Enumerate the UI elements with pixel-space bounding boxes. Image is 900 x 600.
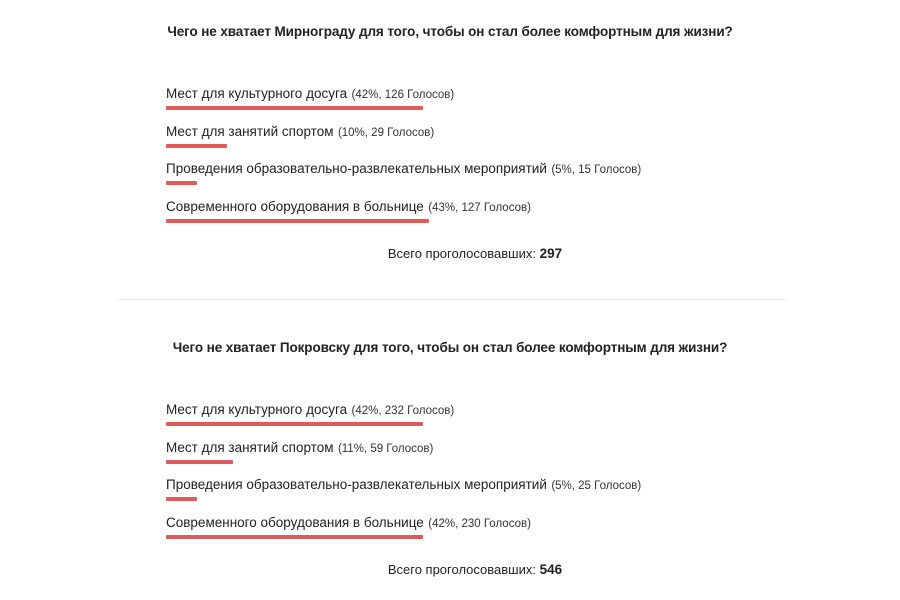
answer-stats: (10%, 29 Голосов) <box>337 126 435 139</box>
answer-stats: (11%, 59 Голосов) <box>337 442 434 455</box>
total-value: 546 <box>539 562 563 577</box>
answer-label: Мест для культурного досуга <box>166 86 348 101</box>
answer-bar <box>166 497 197 501</box>
answer-label: Проведения образовательно-развлекательных мероприятий <box>166 477 547 492</box>
poll-total <box>0 562 900 577</box>
answer-label: Современного оборудования в больнице <box>166 198 424 214</box>
poll-answers <box>166 401 786 551</box>
poll-question: Чего не хватает Мирнограду для того, чтобы он стал более комфортным для жизни? <box>167 24 733 39</box>
answer-bar <box>166 144 227 148</box>
answer-label: Современного оборудования в больнице <box>166 514 424 530</box>
poll-answer <box>166 401 786 439</box>
poll-total <box>0 246 900 261</box>
total-value: 297 <box>539 246 563 261</box>
answer-bar <box>166 181 197 185</box>
answer-bar <box>166 106 423 110</box>
answer-stats: (43%, 127 Голосов) <box>428 201 531 214</box>
poll-answer <box>166 476 786 514</box>
answer-stats: (42%, 232 Голосов) <box>351 405 455 417</box>
answer-stats: (5%, 15 Голосов) <box>551 164 642 176</box>
poll-answer <box>166 439 786 477</box>
poll-answer <box>166 198 786 236</box>
poll-answer <box>166 123 786 161</box>
answer-label: Мест для занятий спортом <box>166 439 334 455</box>
answer-stats: (5%, 25 Голосов) <box>551 480 642 492</box>
answer-bar <box>166 422 423 426</box>
poll-answers <box>166 85 786 235</box>
poll-answer <box>166 514 786 552</box>
answer-bar <box>166 219 429 223</box>
answer-label: Мест для культурного досуга <box>166 402 348 417</box>
answer-stats: (42%, 126 Голосов) <box>351 89 455 101</box>
answer-label: Мест для занятий спортом <box>166 123 334 139</box>
answer-bar <box>166 460 233 464</box>
answer-label: Проведения образовательно-развлекательных мероприятий <box>166 161 547 176</box>
answer-bar <box>166 535 423 539</box>
total-label: Всего проголосовавших: <box>387 246 536 261</box>
poll-answer <box>166 85 786 123</box>
answer-stats: (42%, 230 Голосов) <box>428 517 531 530</box>
poll-divider <box>118 299 786 300</box>
total-label: Всего проголосовавших: <box>387 562 536 577</box>
poll-answer <box>166 160 786 198</box>
poll-question: Чего не хватает Покровску для того, чтобы он стал более комфортным для жизни? <box>172 340 728 355</box>
